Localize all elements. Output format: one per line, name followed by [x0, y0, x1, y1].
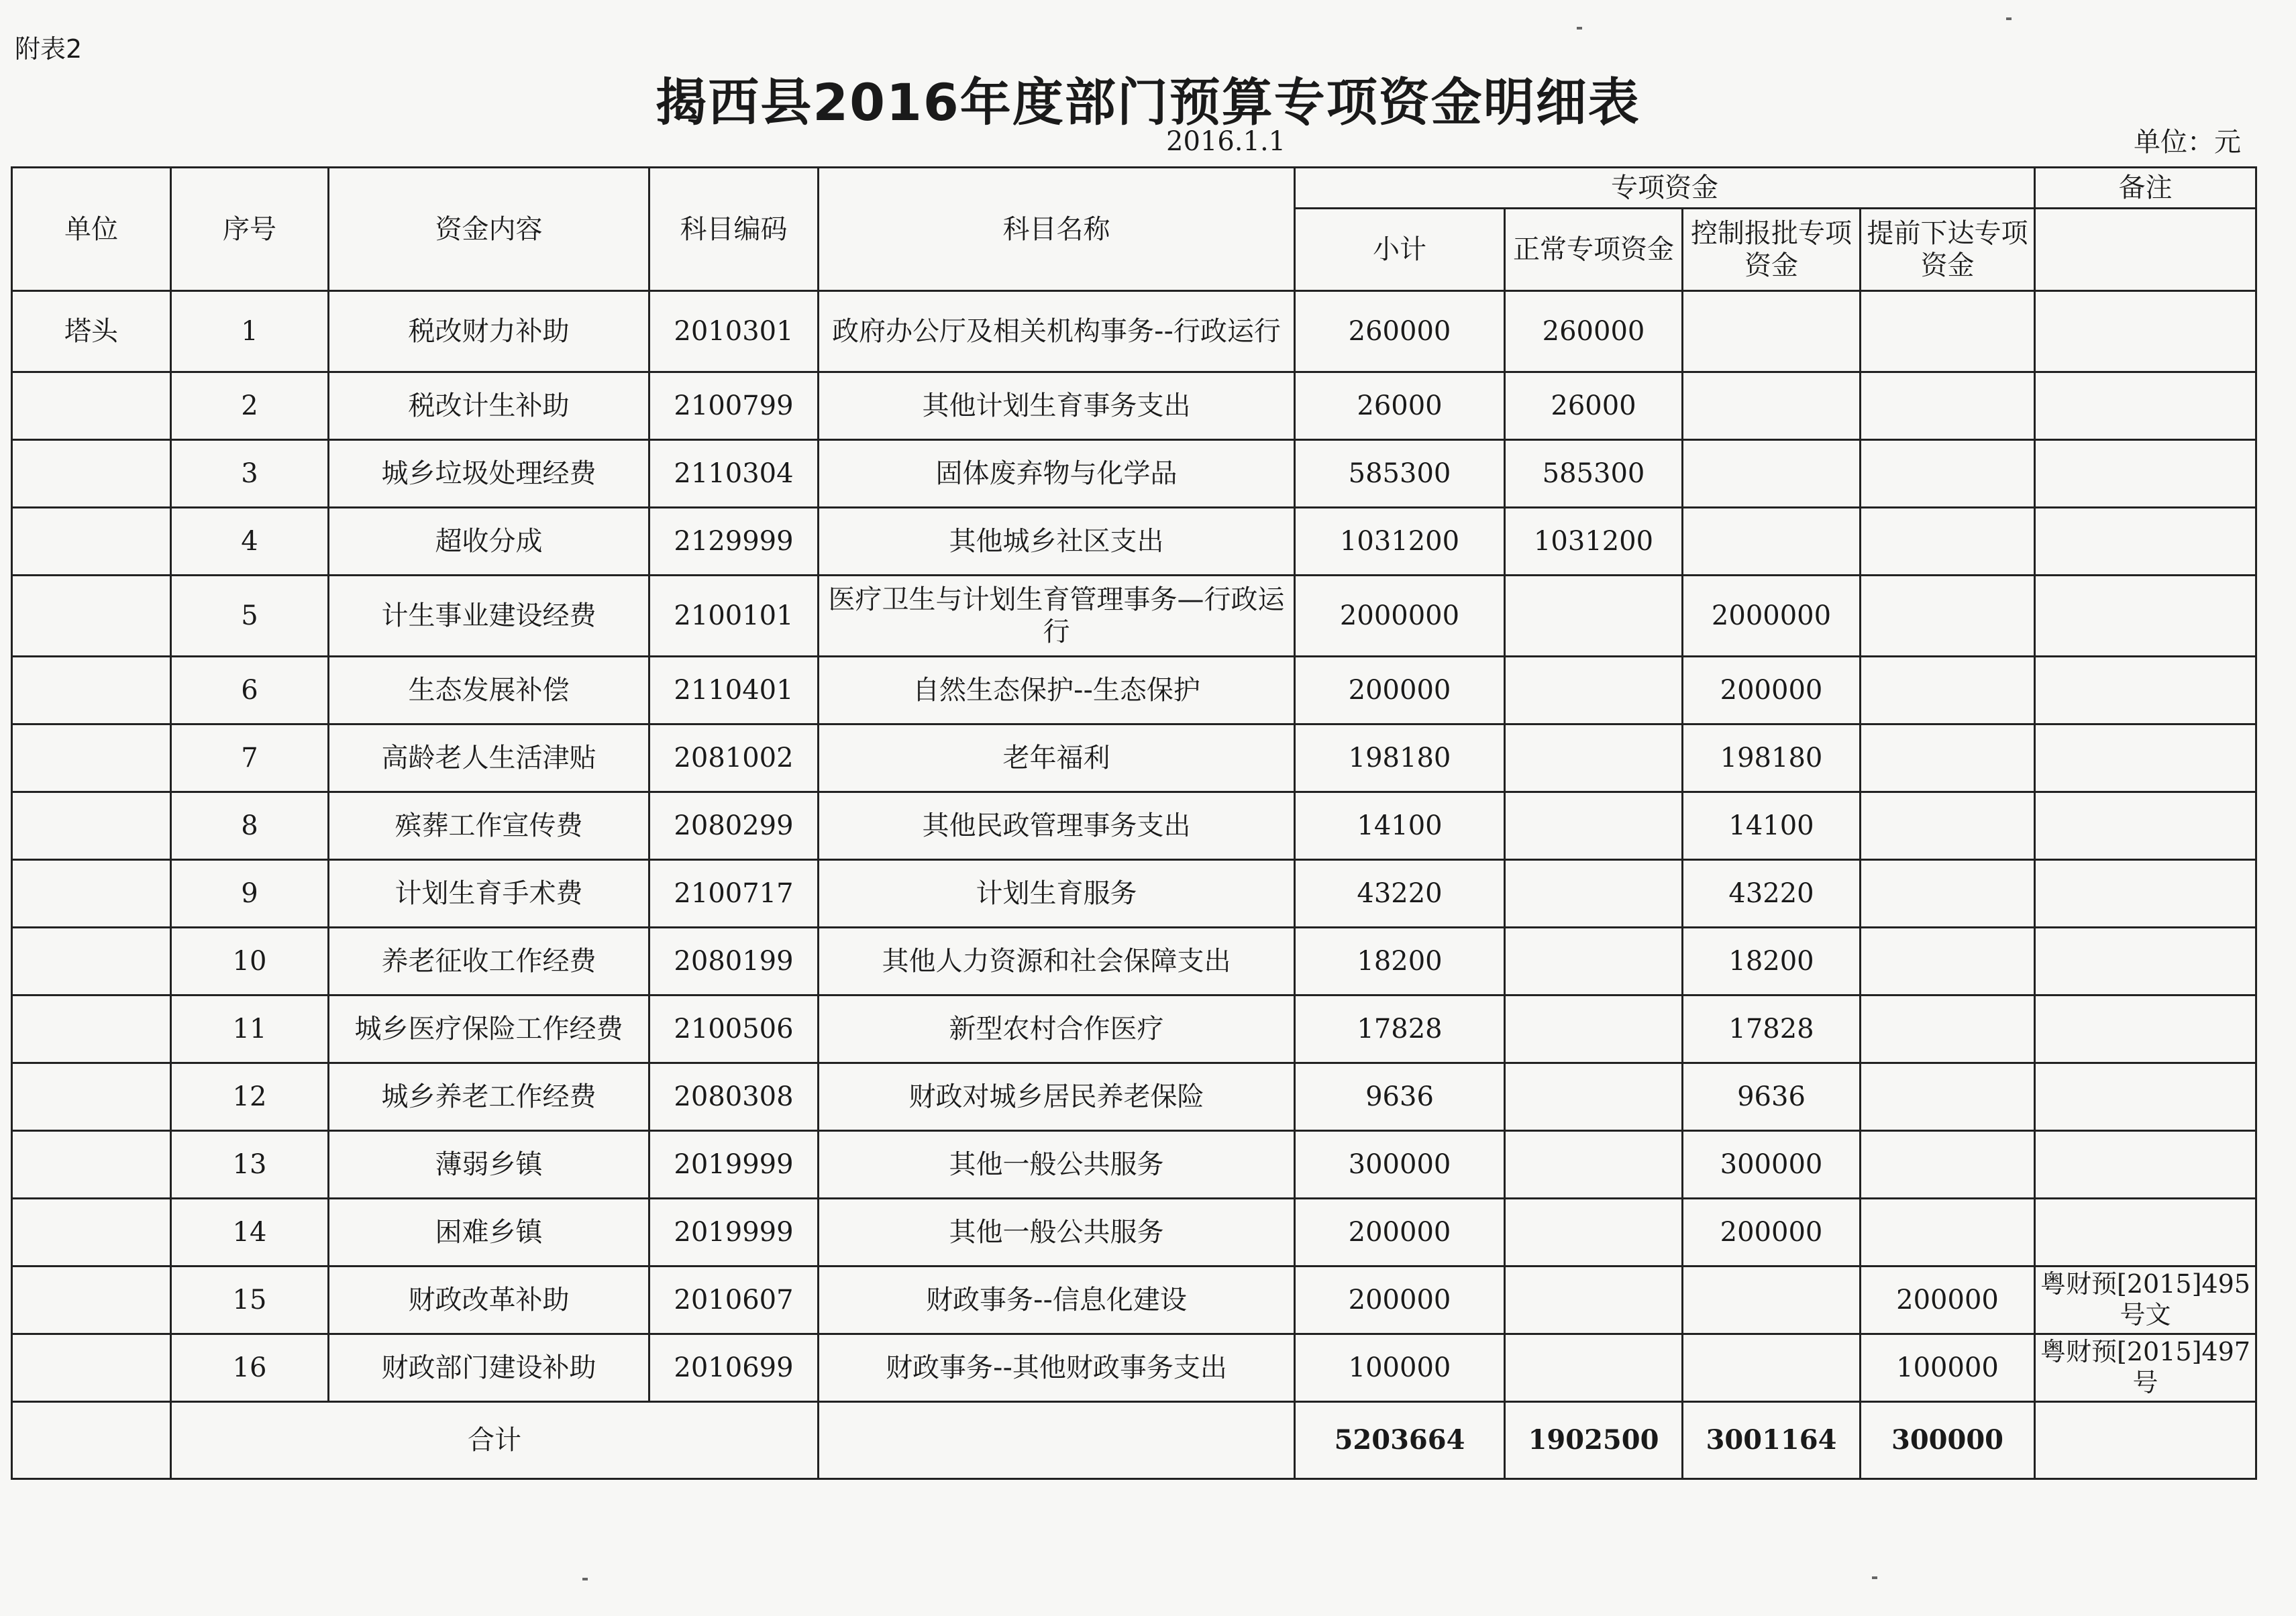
total-controlled: 3001164 — [1683, 1402, 1861, 1479]
cell-regular — [1505, 1063, 1683, 1131]
cell-controlled — [1683, 1334, 1861, 1402]
cell-unit — [12, 1063, 171, 1131]
cell-name: 固体废弃物与化学品 — [819, 440, 1295, 508]
cell-subtotal: 585300 — [1295, 440, 1505, 508]
scan-speck — [2006, 17, 2012, 20]
cell-regular: 1031200 — [1505, 508, 1683, 576]
cell-advance — [1861, 1199, 2035, 1267]
cell-name: 老年福利 — [819, 724, 1295, 792]
cell-unit — [12, 1199, 171, 1267]
cell-regular — [1505, 1199, 1683, 1267]
cell-name: 其他人力资源和社会保障支出 — [819, 928, 1295, 995]
cell-code: 2100717 — [649, 860, 819, 928]
cell-advance — [1861, 1131, 2035, 1199]
cell-regular — [1505, 928, 1683, 995]
cell-controlled: 2000000 — [1683, 576, 1861, 657]
cell-remarks — [2035, 440, 2256, 508]
cell-advance: 100000 — [1861, 1334, 2035, 1402]
cell-advance — [1861, 657, 2035, 724]
cell-content: 税改财力补助 — [329, 291, 649, 372]
cell-unit — [12, 1131, 171, 1199]
cell-advance — [1861, 508, 2035, 576]
table-row — [12, 928, 2256, 995]
cell-name: 其他计划生育事务支出 — [819, 372, 1295, 440]
cell-seq: 16 — [171, 1334, 329, 1402]
cell-unit — [12, 372, 171, 440]
cell-subtotal: 2000000 — [1295, 576, 1505, 657]
cell-unit — [12, 508, 171, 576]
cell-controlled: 9636 — [1683, 1063, 1861, 1131]
table-row — [12, 657, 2256, 724]
cell-content: 殡葬工作宣传费 — [329, 792, 649, 860]
cell-name: 其他一般公共服务 — [819, 1199, 1295, 1267]
cell-seq: 5 — [171, 576, 329, 657]
cell-subtotal: 200000 — [1295, 1267, 1505, 1334]
cell-name: 新型农村合作医疗 — [819, 995, 1295, 1063]
cell-seq: 12 — [171, 1063, 329, 1131]
col-header-name: 科目名称 — [819, 168, 1295, 291]
col-header-remarks: 备注 — [2035, 168, 2256, 209]
cell-name: 其他城乡社区支出 — [819, 508, 1295, 576]
cell-code: 2110304 — [649, 440, 819, 508]
currency-unit-label: 单位：元 — [2134, 127, 2241, 158]
cell-content: 高龄老人生活津贴 — [329, 724, 649, 792]
cell-controlled: 200000 — [1683, 1199, 1861, 1267]
document-title: 揭西县2016年度部门预算专项资金明细表 — [656, 72, 1640, 132]
cell-seq: 7 — [171, 724, 329, 792]
scan-speck — [582, 1578, 588, 1580]
cell-remarks — [2035, 291, 2256, 372]
cell-name: 其他一般公共服务 — [819, 1131, 1295, 1199]
cell-remarks — [2035, 928, 2256, 995]
cell-content: 计生事业建设经费 — [329, 576, 649, 657]
cell-controlled: 43220 — [1683, 860, 1861, 928]
cell-subtotal: 200000 — [1295, 1199, 1505, 1267]
table-row — [12, 508, 2256, 576]
cell-unit — [12, 792, 171, 860]
total-row — [12, 1402, 2256, 1479]
cell-regular — [1505, 1334, 1683, 1402]
total-advance: 300000 — [1861, 1402, 2035, 1479]
cell-regular — [1505, 792, 1683, 860]
cell-subtotal: 9636 — [1295, 1063, 1505, 1131]
cell-remarks — [2035, 995, 2256, 1063]
cell-regular — [1505, 724, 1683, 792]
cell-code: 2110401 — [649, 657, 819, 724]
cell-seq: 10 — [171, 928, 329, 995]
cell-seq: 6 — [171, 657, 329, 724]
table-row — [12, 995, 2256, 1063]
table-row — [12, 1199, 2256, 1267]
table-body — [12, 291, 2256, 1479]
cell-advance — [1861, 440, 2035, 508]
cell-subtotal: 260000 — [1295, 291, 1505, 372]
cell-subtotal: 14100 — [1295, 792, 1505, 860]
scan-speck — [1577, 27, 1582, 30]
cell-content: 城乡垃圾处理经费 — [329, 440, 649, 508]
cell-controlled — [1683, 291, 1861, 372]
cell-subtotal: 1031200 — [1295, 508, 1505, 576]
cell-regular: 26000 — [1505, 372, 1683, 440]
cell-regular — [1505, 576, 1683, 657]
cell-unit — [12, 1334, 171, 1402]
cell-seq: 15 — [171, 1267, 329, 1334]
cell-unit: 塔头 — [12, 291, 171, 372]
cell-subtotal: 100000 — [1295, 1334, 1505, 1402]
cell-subtotal: 200000 — [1295, 657, 1505, 724]
cell-unit — [12, 576, 171, 657]
cell-controlled: 18200 — [1683, 928, 1861, 995]
col-header-unit: 单位 — [12, 168, 171, 291]
cell-content: 财政改革补助 — [329, 1267, 649, 1334]
cell-controlled — [1683, 1267, 1861, 1334]
table-row — [12, 576, 2256, 657]
col-header-advance: 提前下达专项资金 — [1861, 209, 2035, 291]
cell-remarks — [2035, 508, 2256, 576]
cell-seq: 14 — [171, 1199, 329, 1267]
cell-advance — [1861, 928, 2035, 995]
cell-advance — [1861, 995, 2035, 1063]
cell-name: 自然生态保护--生态保护 — [819, 657, 1295, 724]
cell-seq: 9 — [171, 860, 329, 928]
cell-code: 2100799 — [649, 372, 819, 440]
cell-controlled: 300000 — [1683, 1131, 1861, 1199]
table-row — [12, 1334, 2256, 1402]
cell-code: 2100506 — [649, 995, 819, 1063]
cell-subtotal: 17828 — [1295, 995, 1505, 1063]
total-unit-blank — [12, 1402, 171, 1479]
cell-content: 超收分成 — [329, 508, 649, 576]
total-subtotal: 5203664 — [1295, 1402, 1505, 1479]
cell-name: 财政事务--信息化建设 — [819, 1267, 1295, 1334]
cell-content: 养老征收工作经费 — [329, 928, 649, 995]
cell-seq: 4 — [171, 508, 329, 576]
cell-advance — [1861, 291, 2035, 372]
document-date: 2016.1.1 — [1166, 126, 1286, 157]
col-header-code: 科目编码 — [649, 168, 819, 291]
table-row — [12, 440, 2256, 508]
table-row — [12, 372, 2256, 440]
cell-regular — [1505, 1267, 1683, 1334]
cell-advance — [1861, 1063, 2035, 1131]
cell-seq: 1 — [171, 291, 329, 372]
cell-content: 财政部门建设补助 — [329, 1334, 649, 1402]
cell-regular — [1505, 657, 1683, 724]
cell-name: 其他民政管理事务支出 — [819, 792, 1295, 860]
cell-remarks — [2035, 724, 2256, 792]
cell-advance — [1861, 860, 2035, 928]
cell-name: 医疗卫生与计划生育管理事务—行政运行 — [819, 576, 1295, 657]
cell-subtotal: 300000 — [1295, 1131, 1505, 1199]
cell-remarks — [2035, 1199, 2256, 1267]
table-row — [12, 291, 2256, 372]
cell-code: 2019999 — [649, 1199, 819, 1267]
cell-content: 计划生育手术费 — [329, 860, 649, 928]
cell-controlled — [1683, 508, 1861, 576]
cell-remarks — [2035, 657, 2256, 724]
cell-remarks — [2035, 792, 2256, 860]
cell-seq: 13 — [171, 1131, 329, 1199]
col-header-content: 资金内容 — [329, 168, 649, 291]
cell-code: 2100101 — [649, 576, 819, 657]
cell-unit — [12, 440, 171, 508]
cell-controlled — [1683, 372, 1861, 440]
cell-name: 政府办公厅及相关机构事务--行政运行 — [819, 291, 1295, 372]
cell-advance — [1861, 576, 2035, 657]
cell-seq: 8 — [171, 792, 329, 860]
cell-code: 2019999 — [649, 1131, 819, 1199]
cell-content: 城乡养老工作经费 — [329, 1063, 649, 1131]
cell-regular: 260000 — [1505, 291, 1683, 372]
cell-regular: 585300 — [1505, 440, 1683, 508]
col-header-controlled: 控制报批专项资金 — [1683, 209, 1861, 291]
cell-remarks: 粤财预[2015]495号文 — [2035, 1267, 2256, 1334]
cell-seq: 3 — [171, 440, 329, 508]
cell-controlled — [1683, 440, 1861, 508]
cell-content: 城乡医疗保险工作经费 — [329, 995, 649, 1063]
cell-unit — [12, 860, 171, 928]
cell-advance — [1861, 792, 2035, 860]
cell-controlled: 198180 — [1683, 724, 1861, 792]
cell-remarks: 粤财预[2015]497号 — [2035, 1334, 2256, 1402]
cell-remarks — [2035, 1131, 2256, 1199]
scan-speck — [1872, 1576, 1877, 1579]
cell-content: 困难乡镇 — [329, 1199, 649, 1267]
table-row — [12, 792, 2256, 860]
cell-unit — [12, 724, 171, 792]
table-row — [12, 1131, 2256, 1199]
cell-advance — [1861, 372, 2035, 440]
cell-seq: 11 — [171, 995, 329, 1063]
cell-code: 2129999 — [649, 508, 819, 576]
cell-code: 2010301 — [649, 291, 819, 372]
table-row — [12, 860, 2256, 928]
col-header-seq: 序号 — [171, 168, 329, 291]
cell-name: 财政对城乡居民养老保险 — [819, 1063, 1295, 1131]
cell-content: 税改计生补助 — [329, 372, 649, 440]
cell-name: 财政事务--其他财政事务支出 — [819, 1334, 1295, 1402]
cell-code: 2081002 — [649, 724, 819, 792]
cell-content: 生态发展补偿 — [329, 657, 649, 724]
col-header-subtotal: 小计 — [1295, 209, 1505, 291]
cell-advance: 200000 — [1861, 1267, 2035, 1334]
cell-regular — [1505, 1131, 1683, 1199]
cell-unit — [12, 1267, 171, 1334]
cell-controlled: 14100 — [1683, 792, 1861, 860]
cell-unit — [12, 928, 171, 995]
cell-seq: 2 — [171, 372, 329, 440]
cell-unit — [12, 657, 171, 724]
cell-code: 2080308 — [649, 1063, 819, 1131]
cell-controlled: 17828 — [1683, 995, 1861, 1063]
cell-subtotal: 198180 — [1295, 724, 1505, 792]
cell-remarks — [2035, 576, 2256, 657]
cell-content: 薄弱乡镇 — [329, 1131, 649, 1199]
cell-code: 2010607 — [649, 1267, 819, 1334]
total-regular: 1902500 — [1505, 1402, 1683, 1479]
budget-table — [11, 166, 2257, 1480]
total-name-blank — [819, 1402, 1295, 1479]
col-header-special-funds: 专项资金 — [1295, 168, 2035, 209]
cell-remarks — [2035, 860, 2256, 928]
cell-code: 2080199 — [649, 928, 819, 995]
annex-label: 附表2 — [15, 34, 83, 64]
cell-unit — [12, 995, 171, 1063]
table-row — [12, 1063, 2256, 1131]
cell-regular — [1505, 860, 1683, 928]
cell-regular — [1505, 995, 1683, 1063]
cell-advance — [1861, 724, 2035, 792]
table-row — [12, 1267, 2256, 1334]
col-header-remarks-blank — [2035, 209, 2256, 291]
cell-code: 2010699 — [649, 1334, 819, 1402]
cell-name: 计划生育服务 — [819, 860, 1295, 928]
cell-subtotal: 43220 — [1295, 860, 1505, 928]
total-label: 合计 — [171, 1402, 819, 1479]
cell-remarks — [2035, 372, 2256, 440]
table-row — [12, 724, 2256, 792]
header-row-group — [12, 168, 2256, 209]
cell-remarks — [2035, 1063, 2256, 1131]
col-header-regular: 正常专项资金 — [1505, 209, 1683, 291]
total-remarks-blank — [2035, 1402, 2256, 1479]
cell-code: 2080299 — [649, 792, 819, 860]
cell-controlled: 200000 — [1683, 657, 1861, 724]
cell-subtotal: 18200 — [1295, 928, 1505, 995]
cell-subtotal: 26000 — [1295, 372, 1505, 440]
